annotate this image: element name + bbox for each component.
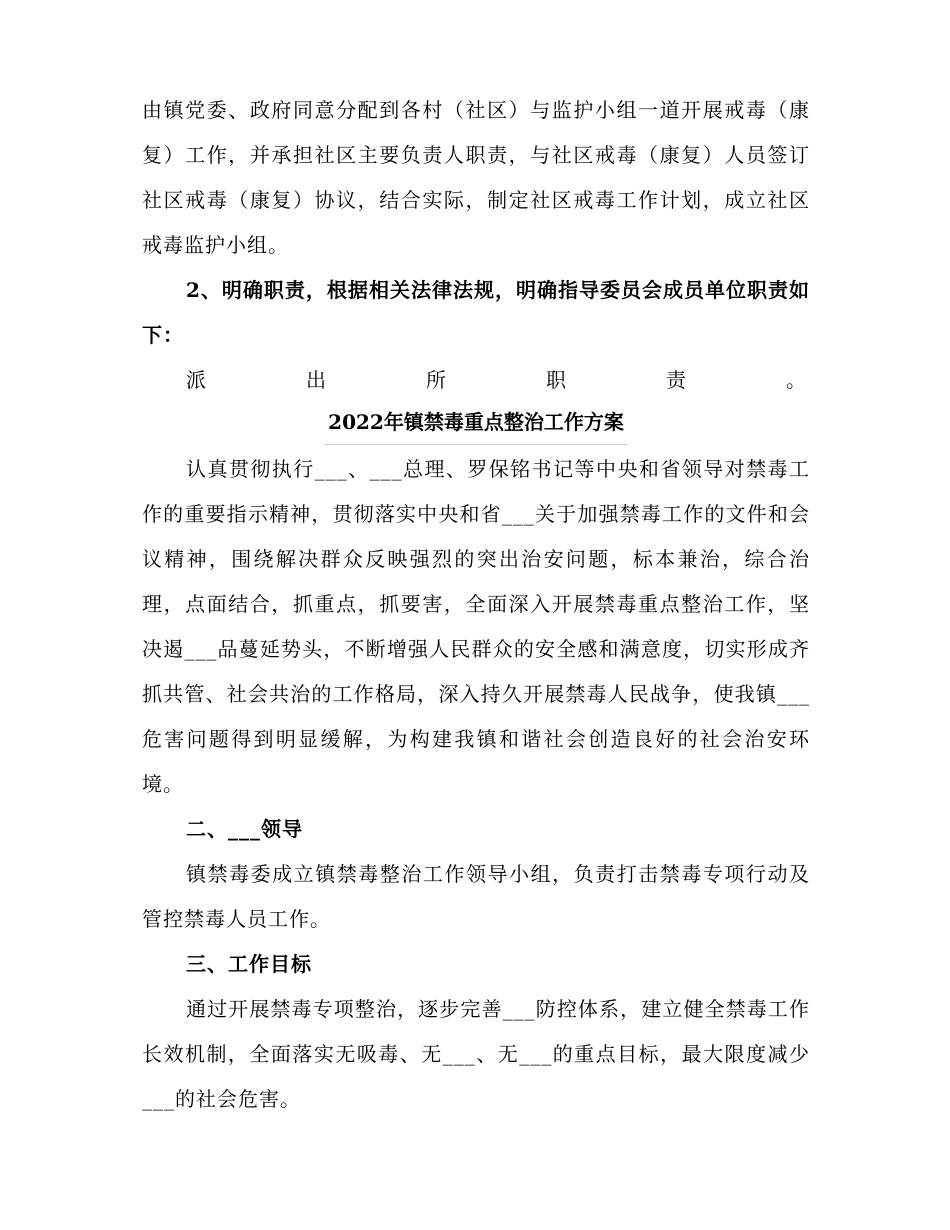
paragraph-1: 由镇党委、政府同意分配到各村（社区）与监护小组一道开展戒毒（康复）工作，并承担社区主要负责人职责，与社区戒毒（康复）人员签订社区戒毒（康复）协议，结合实际，制定社区戒毒工作计划，成立社区戒毒监护小组。	[142, 98, 810, 257]
paragraph-4: 通过开展禁毒专项整治，逐步完善___防控体系，建立健全禁毒工作长效机制，全面落实无吸毒、无___、无___的重点目标，最大限度减少___的社会危害。	[142, 997, 810, 1111]
spread-line	[142, 360, 810, 400]
document-page	[142, 88, 810, 1122]
section-heading-3: 三、工作目标	[186, 952, 312, 976]
title-wrap	[142, 400, 810, 447]
spread-char: 派	[186, 368, 206, 392]
spread-char: 责	[666, 368, 686, 392]
document-title: 2022年镇禁毒重点整治工作方案	[324, 400, 628, 445]
paragraph-3: 镇禁毒委成立镇禁毒整治工作领导小组，负责打击禁毒专项行动及管控禁毒人员工作。	[142, 862, 810, 931]
paragraph-2: 认真贯彻执行___、___总理、罗保铭书记等中央和省领导对禁毒工作的重要指示精神，贯彻落实中央和省___关于加强禁毒工作的文件和会议精神，围绕解决群众反映强烈的突出治安问题，标本兼治，综合治理，点面结合，抓重点，抓要害，全面深入开展禁毒重点整治工作，坚决遏___品蔓延势头，不断增强人民群众的安全感和满意度，切实形成齐抓共管、社会共治的工作格局，深入持久开展禁毒人民战争，使我镇___危害问题得到明显缓解，为构建我镇和谐社会创造良好的社会治安环境。	[142, 457, 810, 796]
spread-char: 出	[306, 368, 326, 392]
spread-char: 职	[546, 368, 566, 392]
spread-char: 。	[786, 368, 806, 392]
spread-char: 所	[426, 368, 446, 392]
section-heading-2: 二、___领导	[186, 817, 303, 841]
heading-item-2: 2、明确职责，根据相关法律法规，明确指导委员会成员单位职责如下：	[142, 278, 810, 347]
